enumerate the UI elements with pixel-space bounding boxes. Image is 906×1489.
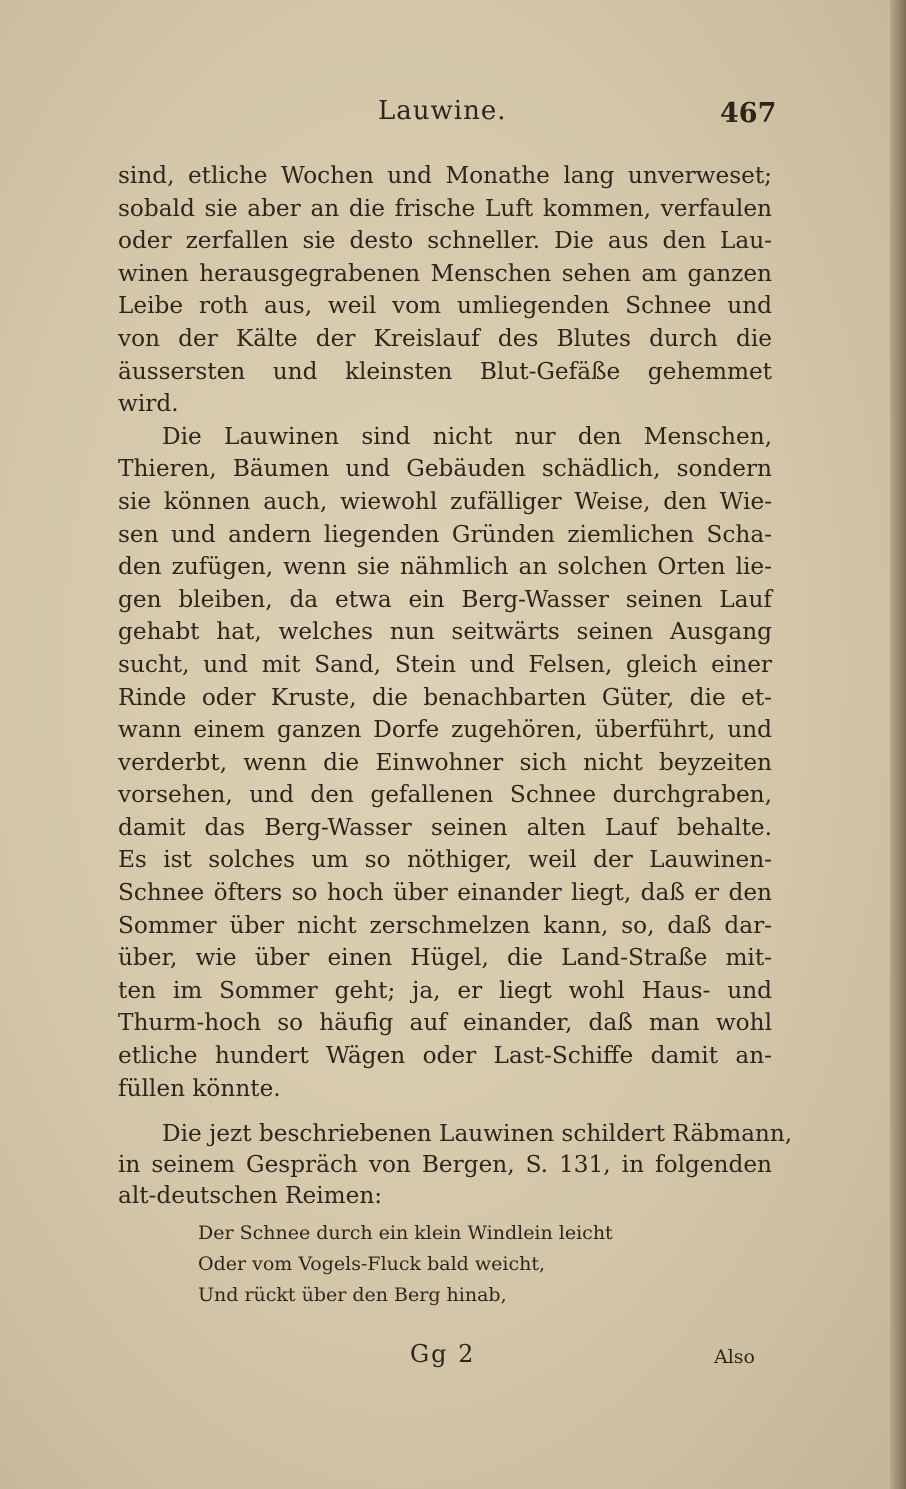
text-line: Die jezt beschriebenen Lauwinen schildert Räbmann,	[162, 1120, 793, 1147]
text-line: über, wie über einen Hügel, die Land-Straße mit-	[118, 944, 772, 972]
text-line: sind, etliche Wochen und Monathe lang unverweset;	[118, 162, 772, 189]
page-edge	[890, 0, 906, 1489]
verse-quotation	[198, 1218, 718, 1311]
text-line: Thurm-hoch so häufig auf einander, daß man wohl	[118, 1009, 772, 1037]
running-title: Lauwine.	[378, 96, 507, 126]
text-line: Leibe roth aus, weil vom umliegenden Schnee und	[118, 292, 772, 320]
signature-mark: Gg 2	[410, 1340, 476, 1368]
text-line: füllen könnte.	[118, 1074, 281, 1102]
text-line: sen und andern liegenden Gründen ziemlichen Scha-	[118, 520, 772, 548]
verse-line: Und rückt über den Berg hinab,	[198, 1284, 507, 1306]
text-line: äussersten und kleinsten Blut-Gefäße gehemmet	[118, 357, 772, 385]
text-line: Es ist solches um so nöthiger, weil der Lauwinen-	[118, 846, 772, 874]
text-line: gehabt hat, welches nun seitwärts seinen Ausgang	[118, 618, 772, 646]
text-line: Schnee öfters so hoch über einander liegt, daß er den	[118, 879, 772, 907]
page-number: 467	[720, 98, 777, 129]
catchword: Also	[714, 1346, 755, 1368]
verse-line: Der Schnee durch ein klein Windlein leicht	[198, 1222, 613, 1244]
text-line: Rinde oder Kruste, die benachbarten Güter, die et-	[118, 683, 772, 711]
text-line: verderbt, wenn die Einwohner sich nicht beyzeiten	[118, 748, 772, 776]
text-line: winen herausgegrabenen Menschen sehen am ganzen	[118, 259, 772, 287]
text-line: wird.	[118, 390, 179, 418]
text-line: Sommer über nicht zerschmelzen kann, so, daß dar-	[118, 911, 772, 939]
text-line: sucht, und mit Sand, Stein und Felsen, gleich einer	[118, 650, 772, 678]
text-line: alt-deutschen Reimen:	[118, 1182, 383, 1209]
text-line: Die Lauwinen sind nicht nur den Menschen,	[162, 422, 772, 450]
text-line: ten im Sommer geht; ja, er liegt wohl Haus- und	[118, 976, 772, 1004]
verse-line: Oder vom Vogels-Fluck bald weicht,	[198, 1253, 546, 1275]
text-line: oder zerfallen sie desto schneller. Die aus den Lau-	[118, 227, 772, 255]
text-line: Thieren, Bäumen und Gebäuden schädlich, sondern	[118, 455, 772, 483]
body-text	[118, 160, 772, 1105]
text-line: vorsehen, und den gefallenen Schnee durchgraben,	[118, 781, 772, 809]
text-line: sobald sie aber an die frische Luft kommen, verfaulen	[118, 194, 772, 222]
text-line: sie können auch, wiewohl zufälliger Weise, den Wie-	[118, 487, 772, 515]
text-line: den zufügen, wenn sie nähmlich an solchen Orten lie-	[118, 553, 772, 581]
running-head	[0, 96, 890, 140]
text-line: wann einem ganzen Dorfe zugehören, überführt, und	[118, 716, 772, 744]
text-line: etliche hundert Wägen oder Last-Schiffe damit an-	[118, 1042, 772, 1070]
text-line: in seinem Gespräch von Bergen, S. 131, in folgenden	[118, 1151, 772, 1178]
text-line: gen bleiben, da etwa ein Berg-Wasser seinen Lauf	[118, 585, 772, 613]
text-line: von der Kälte der Kreislauf des Blutes durch die	[118, 324, 772, 352]
text-line: damit das Berg-Wasser seinen alten Lauf behalte.	[118, 813, 772, 841]
quote-introduction	[118, 1118, 793, 1211]
